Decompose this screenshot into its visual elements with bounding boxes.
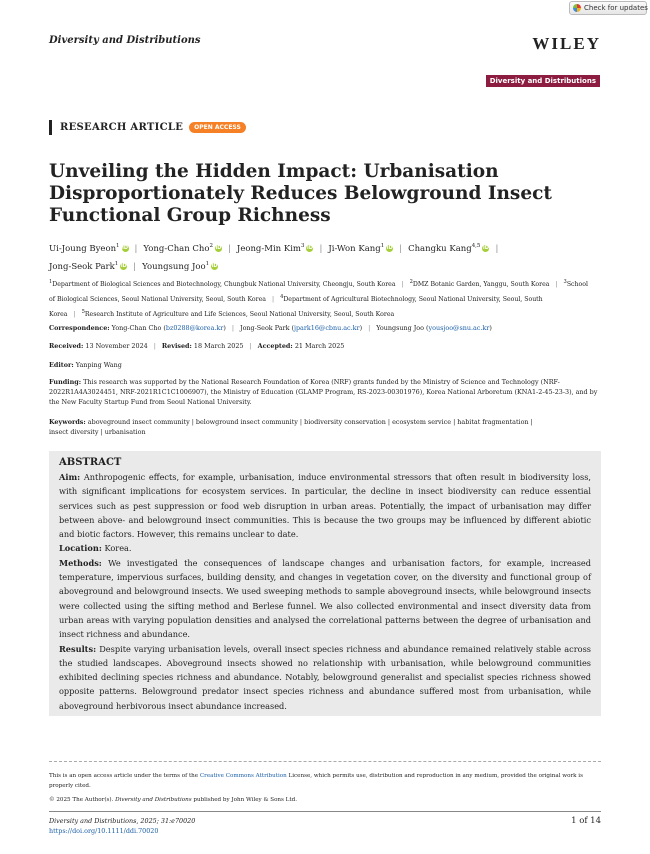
editor-label: Editor: [49, 361, 74, 369]
orcid-icon[interactable]: iD [307, 244, 313, 251]
citation: Diversity and Distributions, 2025; 31:e70020 [49, 817, 196, 825]
received-date: 13 November 2024 [85, 342, 148, 350]
keywords: Keywords: aboveground insect community | belowground insect community | biodiversity conservation | ecosystem service | habitat fragmentation | insect diversity | urbanisation [49, 418, 533, 436]
author[interactable] [49, 262, 127, 272]
correspondent-name: Yong-Chan Cho [111, 324, 162, 332]
author-separator: | [399, 243, 403, 254]
check-for-updates-button[interactable] [569, 1, 647, 15]
correspondent-email-link[interactable]: yousjoo@snu.ac.kr [428, 324, 490, 332]
correspondence-separator: | [368, 324, 371, 332]
creative-commons-link[interactable]: Creative Commons Attribution [199, 773, 287, 779]
correspondent-name: Jong-Seok Park [240, 324, 290, 332]
author-name: Ui-Joung Byeon [49, 243, 117, 254]
journal-header: Diversity and Distributions [49, 35, 201, 46]
orcid-icon[interactable]: iD [122, 244, 128, 251]
article-type-row [49, 120, 246, 135]
author-name: Yong-Chan Cho [143, 243, 210, 254]
license-note [49, 771, 601, 791]
location-text: Korea. [104, 543, 132, 554]
abstract-heading: ABSTRACT [59, 457, 122, 468]
keywords-label: Keywords: [49, 418, 86, 426]
keyword: biodiversity conservation [304, 418, 386, 426]
keyword: aboveground insect community [87, 418, 190, 426]
affiliation-sup: 4 [280, 294, 284, 301]
affiliation: Department of Biological Sciences and Biotechnology, Chungbuk National University, Cheongju, South Korea [52, 281, 396, 289]
affiliation-separator: | [73, 311, 76, 319]
author[interactable] [328, 244, 393, 254]
abstract-location [59, 541, 591, 555]
accepted-date: 21 March 2025 [294, 342, 345, 350]
abstract-results [59, 642, 591, 713]
keyword: ecosystem service [392, 418, 452, 426]
author-name: Jeong-Min Kim [236, 243, 301, 254]
footer-divider [49, 761, 601, 762]
affiliation-sup: 2 [409, 279, 413, 285]
orcid-icon[interactable]: iD [215, 244, 222, 251]
license-text-pre: This is an open access article under the terms of the [49, 773, 200, 779]
article-type: RESEARCH ARTICLE [60, 122, 184, 133]
affiliation-sup: 1 [49, 279, 53, 285]
abstract-aim [59, 470, 591, 541]
author-separator: | [134, 243, 138, 254]
author[interactable] [143, 244, 222, 254]
editor [49, 360, 122, 370]
date-separator: | [249, 342, 252, 350]
article-dates [49, 341, 609, 351]
affiliations [49, 276, 594, 321]
correspondent-email-link[interactable]: jpark16@cbnu.ac.kr [293, 324, 360, 332]
revised-date: 18 March 2025 [193, 342, 244, 350]
copyright-note [49, 795, 601, 805]
affiliation: Department of Agricultural Biotechnology, Seoul National University, Seoul, South Korea [49, 296, 543, 319]
funding-text: This research was supported by the National Research Foundation of Korea (NRF) grants funded by the Ministry of Science and Technology (NRF-2022R1A4A3024451, NRF-2021R1C1C1006907), the Ministry of Education (GLAMP Program, RS-2023-00301976), Korea National Arboretum (KNA1-2-45-23-3), and by the New Faculty Startup Fund from Seoul National University. [49, 378, 598, 406]
footer-rule [49, 811, 601, 812]
affiliation: School of Biological Sciences, Seoul National University, Seoul, South Korea [49, 281, 588, 304]
orcid-icon[interactable]: iD [483, 244, 489, 251]
abstract-box [49, 451, 601, 716]
author-affiliation-sup: 1 [205, 260, 210, 267]
methods-label: Methods: [59, 557, 102, 568]
author-name: Ji-Won Kang [328, 243, 381, 254]
accepted-label: Accepted: [257, 342, 293, 350]
author-affiliation-sup: 1 [380, 243, 385, 249]
author-separator: | [228, 243, 231, 254]
keyword: insect diversity [49, 428, 99, 436]
keyword: urbanisation [104, 428, 146, 436]
article-title: Unveiling the Hidden Impact: Urbanisation Disproportionately Reduces Belowground Insect Functional Group Richness [49, 161, 552, 226]
author[interactable] [142, 262, 218, 272]
correspondence: Correspondence: Yong-Chan Cho (bz0288@korea.kr) | Jong-Seok Park (jpark16@cbnu.ac.kr) | Youngsung Joo (yousjoo@snu.ac.kr) [49, 324, 492, 332]
location-label: Location: [59, 543, 102, 554]
orcid-icon[interactable]: iD [386, 244, 393, 251]
author-separator: | [495, 243, 499, 254]
author-name: Changku Kang [408, 243, 472, 254]
correspondent-name: Youngsung Joo [376, 324, 424, 332]
correspondent-email-link[interactable]: bz0288@korea.kr [165, 324, 224, 332]
copyright-journal: Diversity and Distributions [115, 797, 192, 803]
check-for-updates-label: Check for updates [584, 4, 648, 12]
copyright-pre: © 2025 The Author(s). [49, 797, 116, 803]
author-affiliation-sup: 4,5 [471, 243, 481, 249]
copyright-post: published by John Wiley & Sons Ltd. [191, 797, 298, 803]
affiliation-sup: 5 [81, 309, 85, 316]
article-type-bar [49, 120, 52, 135]
results-label: Results: [59, 643, 97, 654]
author[interactable] [408, 244, 489, 254]
doi-link[interactable]: https://doi.org/10.1111/ddi.70020 [49, 827, 159, 835]
date-separator: | [153, 342, 156, 350]
aim-label: Aim: [59, 472, 81, 482]
affiliation: Research Institute of Agriculture and Life Sciences, Seoul National University, Seoul, South Korea [84, 311, 395, 319]
results-text: Despite varying urbanisation levels, overall insect species richness and abundance remained relatively stable across the studied landscapes. Aboveground insects showed no relationship with urbanisation, while belowground communities exhibited declining species richness and abundance. Notably, belowground generalist and specialist species richness showed opposite patterns. Belowground predator insect species richness and abundance suffered most from urbanisation, while aboveground herbivorous insect abundance increased. [59, 643, 591, 711]
orcid-icon[interactable]: iD [211, 262, 218, 269]
journal-badge: Diversity and Distributions [486, 75, 600, 87]
license-text-post: License, which permits use, distribution and reproduction in any medium, provided the original work is properly cited. [49, 773, 583, 789]
affiliation-separator: | [555, 281, 558, 289]
editor-name: Yanping Wang [75, 361, 122, 369]
orcid-icon[interactable]: iD [120, 262, 127, 269]
page-number: 1 of 14 [571, 816, 601, 826]
affiliation-separator: | [401, 281, 404, 289]
crossmark-icon [573, 4, 581, 12]
affiliation-sup: 3 [563, 279, 567, 285]
author-separator: | [133, 261, 137, 272]
aim-text: Anthropogenic effects, for example, urbanisation, induce environmental stressors that often result in biodiversity loss, with significant implications for ecosystem services. In particular, the decline in insect biodiversity can reduce essential services such as pest suppression or food web disruption in urban areas. Potentially, the impact of urbanisation may differ between above- and belowground insect communities. This is because the two groups may be influenced by different abiotic and biotic factors. However, this remains unclear to date. [59, 472, 592, 540]
correspondence-separator: | [231, 324, 235, 332]
author-separator: | [319, 243, 323, 254]
author-affiliation-sup: 2 [209, 243, 214, 249]
received-label: Received: [49, 342, 84, 350]
keyword: habitat fragmentation [457, 418, 529, 426]
author-affiliation-sup: 1 [114, 260, 119, 267]
author[interactable] [237, 244, 314, 254]
funding [49, 377, 609, 407]
author[interactable] [49, 244, 129, 254]
author-affiliation-sup: 3 [300, 243, 305, 249]
keyword: belowground insect community [195, 418, 298, 426]
author-list [49, 239, 609, 275]
author-name: Youngsung Joo [142, 261, 206, 272]
funding-label: Funding: [49, 378, 82, 386]
methods-text: We investigated the consequences of landscape changes and urbanisation factors, for example, increased temperature, impervious surfaces, building density, and changes in vegetation cover, on the diversity and functional group of aboveground and belowground insects. We used sweeping methods to sample aboveground insects, while belowground insects were collected using the sifting method and Berlese funnel. We also collected environmental and insect diversity data from urban areas with varying population densities and analysed the correlational patterns between the degree of urbanisation and insect richness and abundance. [59, 557, 591, 640]
author-affiliation-sup: 1 [116, 243, 120, 249]
affiliation: DMZ Botanic Garden, Yanggu, South Korea [412, 281, 550, 289]
correspondence-label: Correspondence: [49, 324, 110, 332]
publisher-logo: WILEY [532, 34, 601, 53]
open-access-badge: OPEN ACCESS [189, 122, 246, 133]
abstract-methods [59, 556, 591, 642]
affiliation-separator: | [271, 296, 275, 304]
revised-label: Revised: [161, 342, 192, 350]
author-name: Jong-Seok Park [49, 261, 115, 272]
